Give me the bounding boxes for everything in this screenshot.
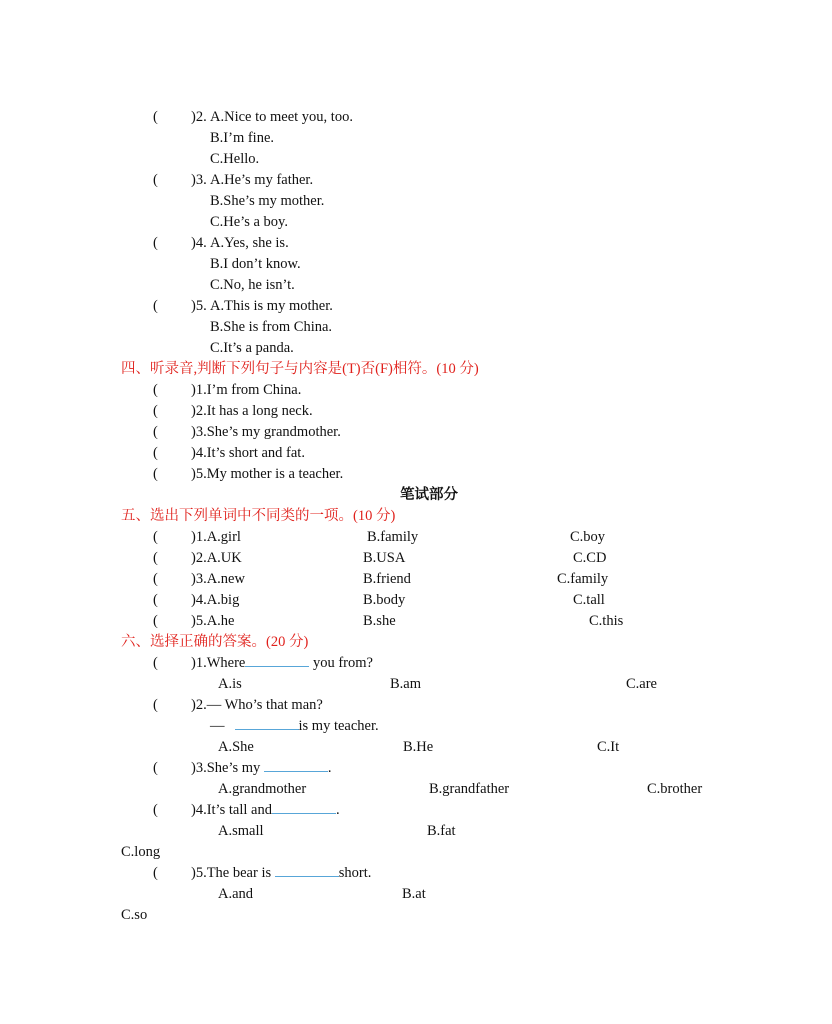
answer-blank[interactable] (272, 801, 336, 814)
option-c: C.brother (647, 781, 703, 797)
question-stem: )2.— Who’s that man? (191, 697, 323, 713)
answer-paren: ( (153, 298, 158, 314)
option-c: C.No, he isn’t. (210, 277, 295, 293)
section-heading: 六、选择正确的答案。(20 分) (121, 634, 309, 650)
option-a: A.This is my mother. (210, 298, 333, 314)
option-b: B.USA (363, 550, 406, 566)
answer-paren: ( (153, 445, 158, 461)
option-b: B.I’m fine. (210, 130, 275, 146)
answer-paren: ( (153, 172, 158, 188)
option-a: A.is (218, 676, 242, 692)
answer-blank[interactable] (245, 654, 309, 667)
answer-paren: ( (153, 571, 158, 587)
option-a: )3.A.new (191, 571, 245, 587)
option-b: B.family (367, 529, 419, 545)
answer-paren: ( (153, 802, 158, 818)
item-text: )4.It’s short and fat. (191, 445, 305, 461)
answer-paren: ( (153, 424, 158, 440)
section-heading: 五、选出下列单词中不同类的一项。(10 分) (121, 508, 396, 524)
question-number: )5. (191, 298, 207, 314)
answer-paren: ( (153, 235, 158, 251)
option-b: B.she (363, 613, 396, 629)
stem-text: . (327, 760, 332, 776)
item-text: )1.I’m from China. (191, 382, 302, 398)
question-stem (191, 864, 371, 882)
answer-paren: ( (153, 550, 158, 566)
answer-paren: ( (153, 760, 158, 776)
answer-paren: ( (153, 697, 158, 713)
option-c: C.are (626, 676, 657, 692)
option-a: A.grandmother (218, 781, 307, 797)
written-part-title: 笔试部分 (400, 487, 458, 503)
stem-text: . (335, 802, 340, 818)
question-number: )3. (191, 172, 207, 188)
answer-paren: ( (153, 613, 158, 629)
option-b: B.He (403, 739, 434, 755)
option-a: A.She (218, 739, 254, 755)
option-b: B.at (402, 886, 426, 902)
answer-blank[interactable] (264, 759, 328, 772)
option-c: C.so (121, 907, 148, 923)
answer-paren: ( (153, 655, 158, 671)
option-c: C.boy (570, 529, 606, 545)
option-c: C.CD (573, 550, 607, 566)
option-c: C.long (121, 844, 161, 860)
stem-text: )3.She’s my (191, 760, 264, 776)
dash: — (210, 718, 225, 734)
option-b: B.She’s my mother. (210, 193, 325, 209)
question-number: )2. (191, 109, 207, 125)
stem-text: is my teacher. (298, 718, 379, 734)
option-a: A.He’s my father. (210, 172, 314, 188)
option-a: )4.A.big (191, 592, 240, 608)
option-a: A.Nice to meet you, too. (210, 109, 353, 125)
item-text: )5.My mother is a teacher. (191, 466, 344, 482)
option-c: C.It (597, 739, 620, 755)
option-b: B.body (363, 592, 406, 608)
answer-paren: ( (153, 592, 158, 608)
option-b: B.I don’t know. (210, 256, 301, 272)
option-c: C.He’s a boy. (210, 214, 288, 230)
stem-text: )1.Where (191, 655, 246, 671)
section-heading: 四、听录音,判断下列句子与内容是(T)否(F)相符。(10 分) (121, 361, 479, 377)
item-text: )3.She’s my grandmother. (191, 424, 341, 440)
question-stem (191, 759, 332, 777)
answer-paren: ( (153, 403, 158, 419)
question-number: )4. (191, 235, 207, 251)
option-c: C.It’s a panda. (210, 340, 294, 356)
answer-paren: ( (153, 529, 158, 545)
option-a: A.Yes, she is. (210, 235, 289, 251)
option-a: )1.A.girl (191, 529, 241, 545)
option-c: C.Hello. (210, 151, 260, 167)
answer-paren: ( (153, 382, 158, 398)
option-b: B.fat (427, 823, 456, 839)
question-stem-line2 (210, 717, 379, 735)
option-c: C.family (557, 571, 609, 587)
stem-text: )5.The bear is (191, 865, 275, 881)
answer-paren: ( (153, 109, 158, 125)
stem-text: )4.It’s tall and (191, 802, 272, 818)
option-c: C.this (589, 613, 624, 629)
option-a: )2.A.UK (191, 550, 242, 566)
answer-blank[interactable] (275, 864, 339, 877)
question-stem (191, 654, 373, 672)
answer-paren: ( (153, 865, 158, 881)
answer-blank[interactable] (235, 717, 299, 730)
option-c: C.tall (573, 592, 605, 608)
option-b: B.am (390, 676, 422, 692)
option-b: B.grandfather (429, 781, 510, 797)
answer-paren: ( (153, 466, 158, 482)
option-b: B.She is from China. (210, 319, 333, 335)
stem-text: you from? (309, 655, 373, 671)
option-a: A.and (218, 886, 254, 902)
stem-text: short. (338, 865, 372, 881)
option-a: )5.A.he (191, 613, 235, 629)
option-a: A.small (218, 823, 264, 839)
question-stem (191, 801, 340, 819)
item-text: )2.It has a long neck. (191, 403, 313, 419)
option-b: B.friend (363, 571, 411, 587)
